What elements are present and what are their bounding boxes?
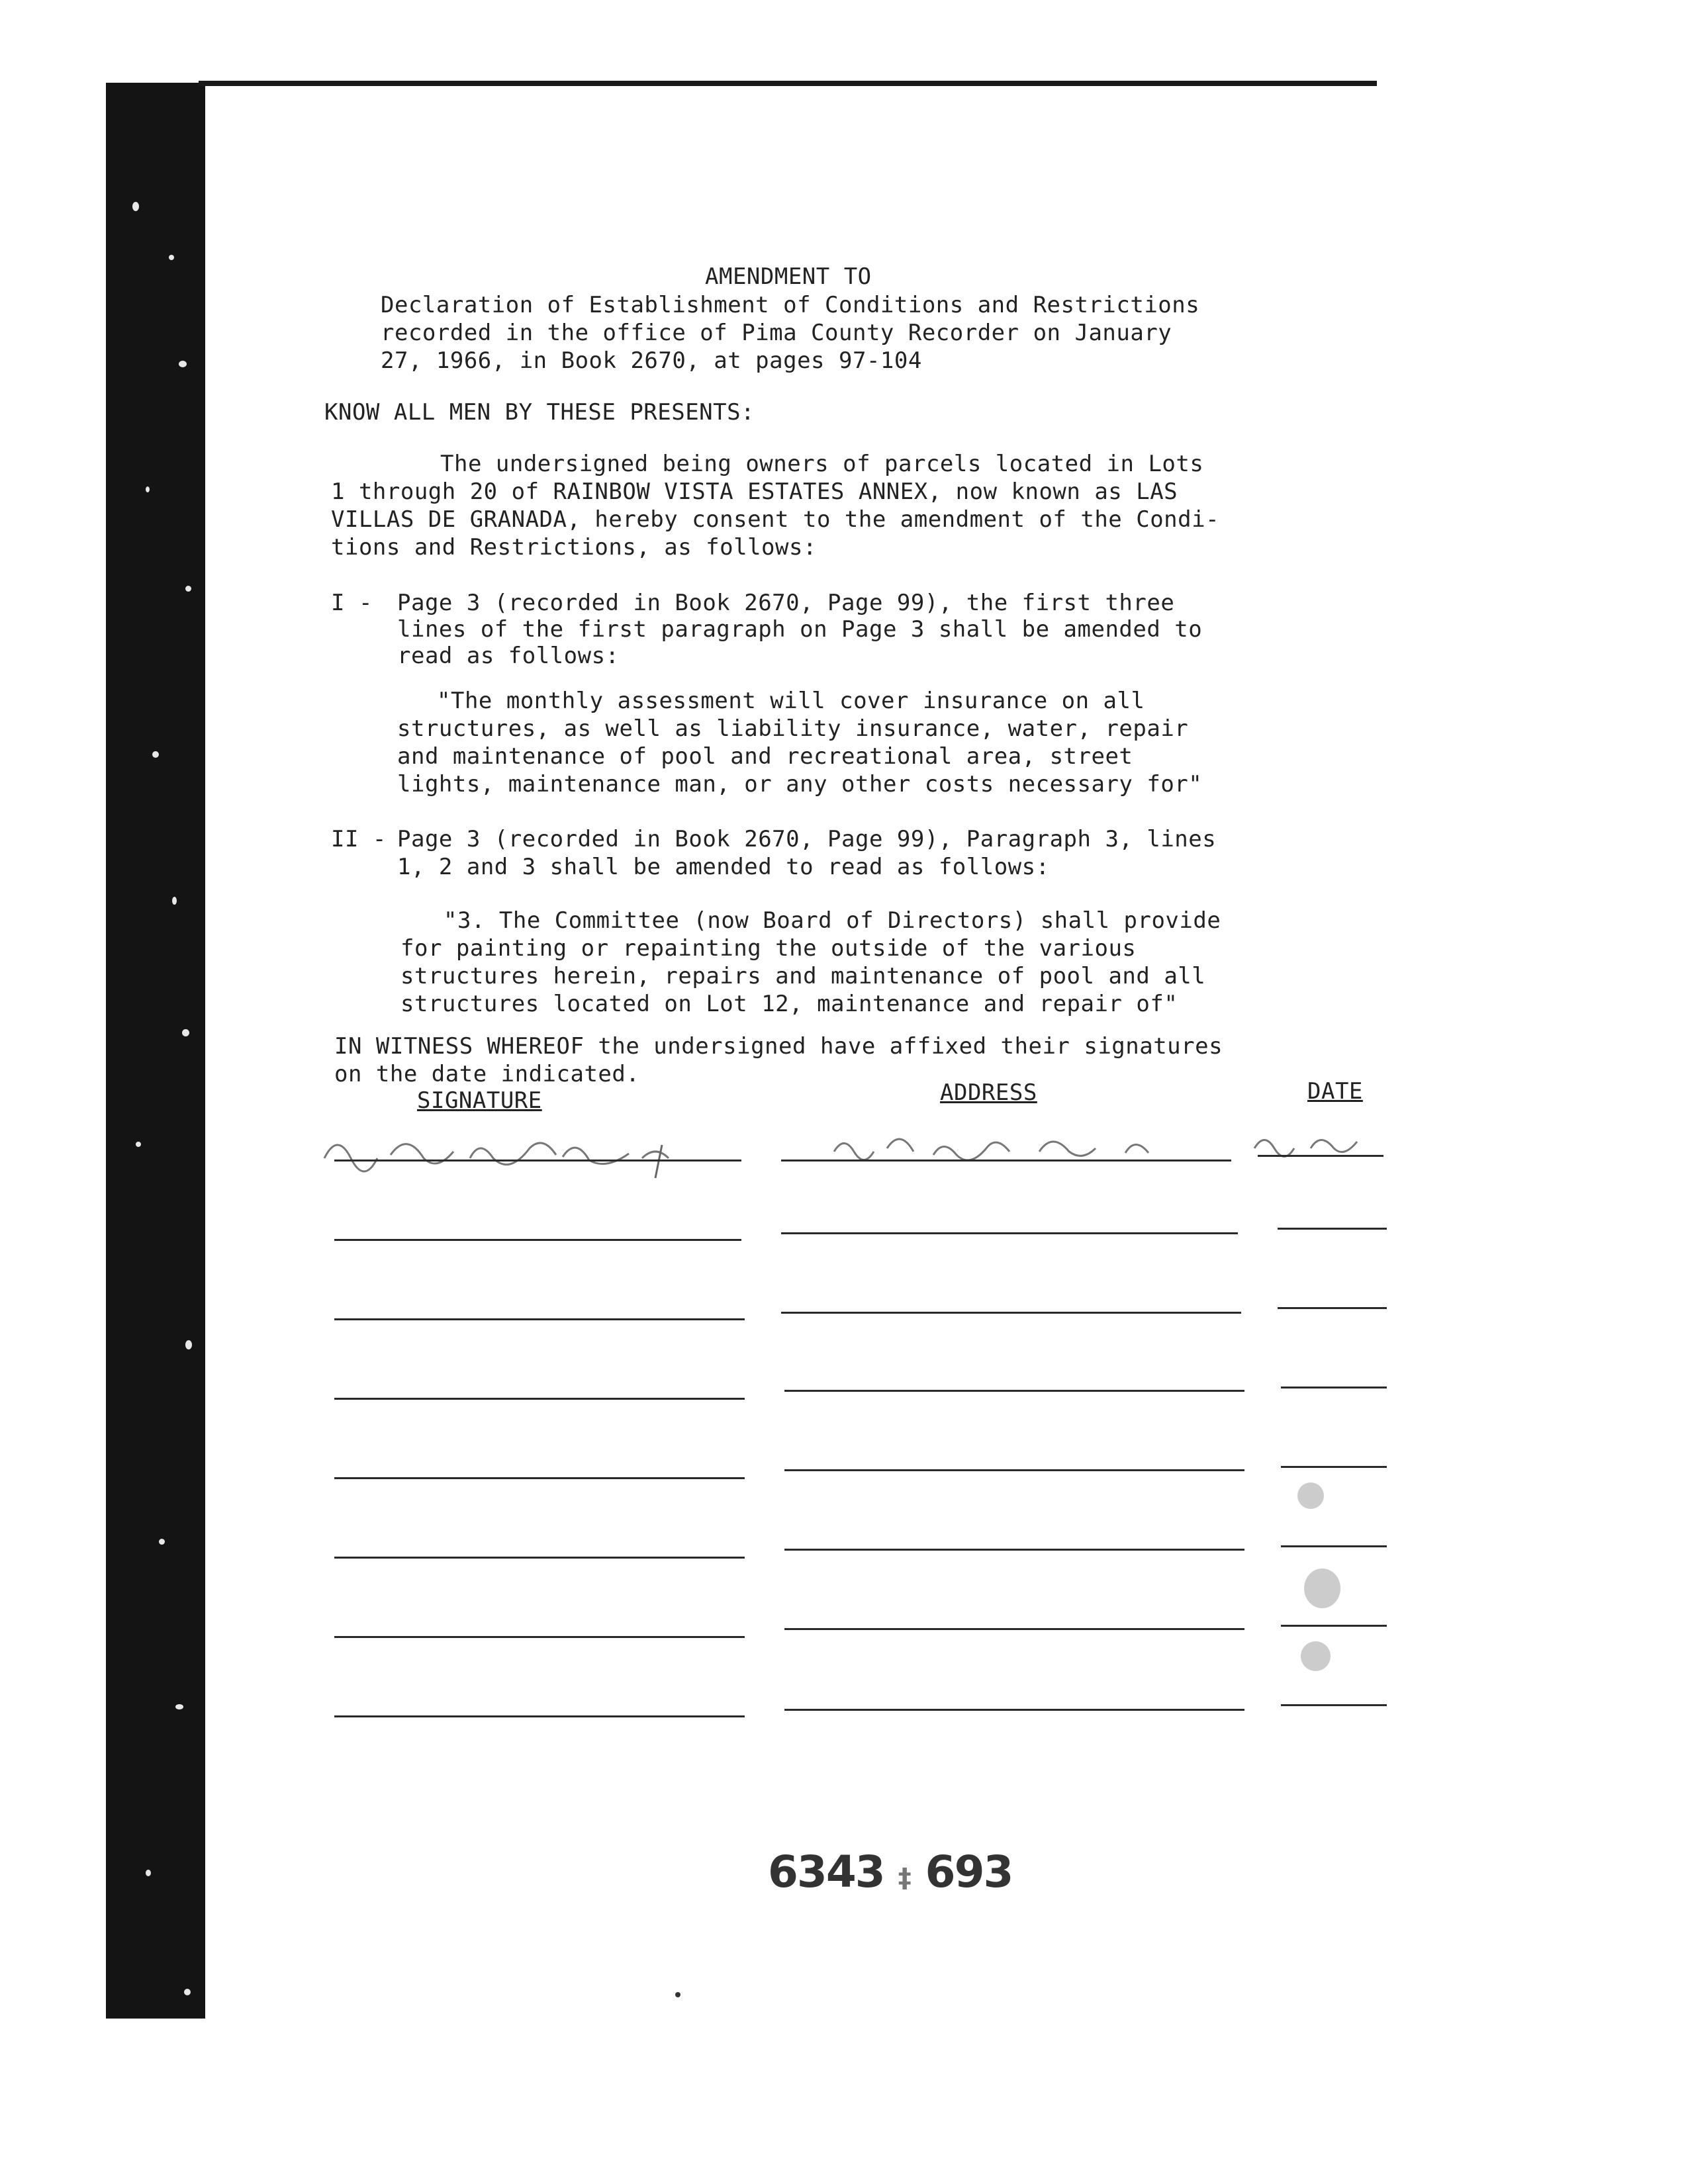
handwritten-date xyxy=(1244,1118,1377,1165)
section-2-quote: "3. The Committee (now Board of Directors) shall provide xyxy=(444,907,1221,934)
section-1-line: lines of the first paragraph on Page 3 shall be amended to xyxy=(397,616,1203,643)
section-2-quote: structures located on Lot 12, maintenance and repair of" xyxy=(400,991,1178,1017)
address-line[interactable] xyxy=(784,1469,1244,1471)
section-1-quote: "The monthly assessment will cover insurance on all xyxy=(437,688,1145,714)
section-1-quote: and maintenance of pool and recreational area, street xyxy=(397,743,1133,770)
address-line[interactable] xyxy=(784,1628,1244,1630)
section-1-quote: structures, as well as liability insurance, water, repair xyxy=(397,715,1189,742)
signature-line[interactable] xyxy=(334,1318,745,1320)
section-2-line: 1, 2 and 3 shall be amended to read as follows: xyxy=(397,854,1050,880)
address-line[interactable] xyxy=(781,1312,1241,1314)
handwritten-signature xyxy=(311,1118,741,1185)
signature-line[interactable] xyxy=(334,1557,745,1559)
date-line[interactable] xyxy=(1281,1466,1387,1468)
intro-line: The undersigned being owners of parcels located in Lots xyxy=(440,451,1204,477)
section-1-line: Page 3 (recorded in Book 2670, Page 99), the first three xyxy=(397,590,1175,616)
address-line[interactable] xyxy=(781,1160,1231,1161)
binding-edge xyxy=(106,83,205,2019)
date-line[interactable] xyxy=(1281,1387,1387,1388)
witness-line: IN WITNESS WHEREOF the undersigned have affixed their signatures xyxy=(334,1033,1223,1060)
signature-column-heading: SIGNATURE xyxy=(417,1087,542,1114)
witness-line: on the date indicated. xyxy=(334,1061,640,1087)
address-line[interactable] xyxy=(784,1709,1244,1711)
recording-stamp-mark: ‡ xyxy=(898,1863,912,1893)
signature-line[interactable] xyxy=(334,1398,745,1400)
date-line[interactable] xyxy=(1258,1155,1383,1157)
address-line[interactable] xyxy=(784,1549,1244,1551)
section-1-quote: lights, maintenance man, or any other costs necessary for" xyxy=(397,771,1203,797)
date-line[interactable] xyxy=(1278,1307,1387,1309)
top-rule xyxy=(199,81,1377,86)
date-line[interactable] xyxy=(1281,1545,1387,1547)
address-line[interactable] xyxy=(784,1390,1244,1392)
section-2-quote: structures herein, repairs and maintenance of pool and all xyxy=(400,963,1206,989)
date-line[interactable] xyxy=(1281,1704,1387,1706)
subtitle-line: recorded in the office of Pima County Recorder on January xyxy=(381,320,1172,346)
section-2-line: Page 3 (recorded in Book 2670, Page 99), Paragraph 3, lines xyxy=(397,826,1217,852)
intro-line: tions and Restrictions, as follows: xyxy=(331,534,817,561)
address-column-heading: ADDRESS xyxy=(940,1079,1037,1106)
document-title: AMENDMENT TO xyxy=(705,263,872,290)
intro-line: 1 through 20 of RAINBOW VISTA ESTATES ANNEX, now known as LAS xyxy=(331,478,1178,505)
date-line[interactable] xyxy=(1281,1625,1387,1627)
section-2-quote: for painting or repainting the outside of the various xyxy=(400,935,1137,962)
section-1-line: read as follows: xyxy=(397,643,620,669)
signature-line[interactable] xyxy=(334,1160,741,1161)
signature-line[interactable] xyxy=(334,1715,745,1717)
subtitle-line: 27, 1966, in Book 2670, at pages 97-104 xyxy=(381,347,922,374)
handwritten-address xyxy=(821,1118,1218,1171)
address-line[interactable] xyxy=(781,1232,1238,1234)
dot-mark xyxy=(675,1992,680,1997)
recording-stamp-number: 6343 xyxy=(768,1846,884,1897)
signature-line[interactable] xyxy=(334,1239,741,1241)
signature-line[interactable] xyxy=(334,1477,745,1479)
date-column-heading: DATE xyxy=(1307,1078,1363,1105)
recording-stamp xyxy=(768,1846,1012,1897)
date-line[interactable] xyxy=(1278,1228,1387,1230)
recording-stamp-page: 693 xyxy=(925,1846,1013,1897)
preamble: KNOW ALL MEN BY THESE PRESENTS: xyxy=(324,399,755,426)
intro-line: VILLAS DE GRANADA, hereby consent to the amendment of the Condi- xyxy=(331,506,1220,533)
subtitle-line: Declaration of Establishment of Conditions and Restrictions xyxy=(381,292,1200,318)
section-1-number: I - xyxy=(331,590,373,616)
section-2-number: II - xyxy=(331,826,387,852)
signature-line[interactable] xyxy=(334,1636,745,1638)
